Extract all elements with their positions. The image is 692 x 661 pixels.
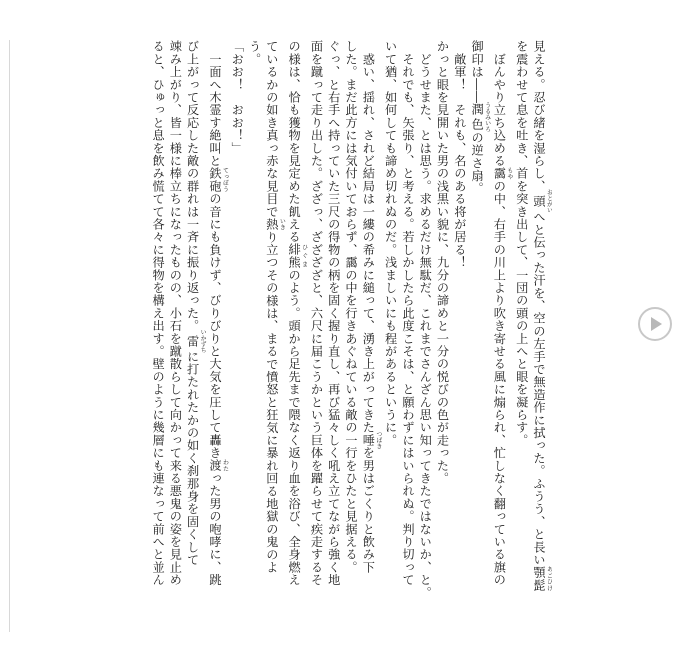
furigana: うるみいろ bbox=[483, 102, 491, 133]
play-button[interactable] bbox=[638, 307, 672, 341]
text-segment: した。まだ此方には気付いておらず、靄の中を行きあぐねている敵の一行をひたと見据える。 bbox=[344, 40, 359, 574]
text-line bbox=[530, 40, 552, 632]
text-line bbox=[149, 40, 166, 632]
ruby-word: 潤色 うるみいろ bbox=[470, 102, 491, 133]
text-segment: 敵軍！ それも、名のある将が居る！ bbox=[452, 40, 467, 269]
furigana: ひぐま bbox=[300, 243, 308, 269]
text-line bbox=[468, 40, 490, 632]
text-segment: を男はごくりと飲み下 bbox=[361, 446, 376, 574]
ruby-word: 鉄砲 てっぽう bbox=[207, 167, 229, 193]
text-line bbox=[451, 40, 468, 632]
text-segment: う。 bbox=[247, 40, 262, 66]
text-segment: び上がって反応した敵の群れは一斉に振り返った。 bbox=[185, 40, 200, 333]
text-segment: の逆さ扇。 bbox=[470, 131, 485, 195]
furigana: つばき bbox=[374, 431, 382, 450]
text-segment: り立つその様は、まるで憤怒と狂気に暴れ回る地獄の鬼のよ bbox=[264, 230, 279, 574]
text-segment: を震わせて息を吐き、首を突き出して、一団の頭の上へと眼を凝らす。 bbox=[514, 40, 529, 447]
text-segment: ると、ひゅっと息を飲み慌てて各々に得物を構え出す。壁のように幾層にも連なって前へと並ん bbox=[151, 40, 166, 587]
text-line bbox=[342, 40, 359, 632]
furigana: いかずち bbox=[199, 329, 207, 354]
text-line bbox=[307, 40, 324, 632]
reader-page bbox=[20, 40, 552, 638]
text-segment: った男の咆哮に、跳 bbox=[207, 471, 222, 587]
ruby-word: 頭 おとがい bbox=[532, 189, 552, 214]
vertical-text-body bbox=[20, 40, 552, 632]
ruby-word: 渡 わた bbox=[207, 459, 229, 472]
text-segment: 惑い、揺れ、されど結局は一縷の希みに縋って、湧き上がってきた bbox=[361, 40, 376, 434]
text-line bbox=[183, 40, 205, 632]
text-segment: かっと眼を見開いた男の浅黒い貌に、九分の諦めと一分の悦びの色が走った。 bbox=[435, 40, 450, 485]
furigana: おとがい bbox=[545, 189, 552, 214]
text-line bbox=[324, 40, 341, 632]
text-segment: どうせまた、とは思う。求めるだけ無駄だ、これまでさんざん思い知ってきたではないか、と。 bbox=[418, 40, 433, 599]
text-segment: に打たれたかの如く刹那身を固くして bbox=[185, 350, 200, 566]
text-line bbox=[359, 40, 381, 632]
text-segment: の中、右手の川上より吹き寄せる風に煽られ、忙しなく翻っている旗の bbox=[492, 179, 507, 587]
text-line bbox=[490, 40, 512, 632]
ruby-word: 靄 もや bbox=[492, 167, 513, 180]
furigana: あごひげ bbox=[545, 566, 552, 592]
furigana: わた bbox=[221, 459, 229, 472]
text-line bbox=[512, 40, 529, 632]
text-segment: 「おお！ おお！」 bbox=[230, 40, 245, 155]
text-line bbox=[433, 40, 450, 632]
text-segment: 御印は―― bbox=[470, 40, 485, 104]
text-segment: 一面へ木霊す絶叫と bbox=[207, 40, 222, 167]
text-line bbox=[399, 40, 416, 632]
text-segment: の音にも負けず、びりびりと大気を圧して轟き bbox=[207, 192, 222, 460]
text-line bbox=[285, 40, 307, 632]
text-segment: へと伝った汗を、空の左手で無造作に拭った。ふうう、と長い bbox=[532, 210, 546, 566]
ruby-word: 緋熊 ひぐま bbox=[287, 243, 308, 269]
text-line bbox=[263, 40, 285, 632]
play-icon bbox=[651, 317, 662, 331]
text-segment: ぼんやり立ち込める bbox=[492, 40, 507, 167]
ruby-word: 雷 いかずち bbox=[185, 329, 207, 354]
text-segment: の様は、恰も獲物を見定めた飢える bbox=[287, 40, 302, 244]
text-segment: いて猶、如何しても諦め切れぬのだ。浅ましいにも程があるというに。 bbox=[383, 40, 398, 447]
furigana: てっぽう bbox=[221, 167, 229, 193]
text-segment: ぐっ、と右手へ持っていた三尺の得物の柄を固く握り直し、再び猛々しく吼え立てながら強く地 bbox=[326, 40, 341, 587]
ruby-word: 唾 つばき bbox=[361, 431, 382, 450]
text-line bbox=[228, 40, 245, 632]
text-segment: ているかの如き真っ赤な見目で bbox=[264, 40, 279, 218]
furigana: もや bbox=[505, 167, 513, 180]
text-segment: のよう。頭から足先まで隈なく返り血を浴び、全身燃え bbox=[287, 268, 302, 587]
text-segment: 竦み上がり、皆一様に棒立ちになったものの、小石を蹴散らして向かって来る悪鬼の姿を見止め bbox=[168, 40, 183, 587]
text-segment: 見える。忍び緒を湿らし、 bbox=[532, 40, 546, 193]
furigana: いき bbox=[278, 217, 286, 231]
ruby-word: 熱 いき bbox=[264, 217, 286, 231]
text-line bbox=[245, 40, 262, 632]
text-line bbox=[416, 40, 433, 632]
text-line bbox=[166, 40, 183, 632]
page-edge-line bbox=[9, 40, 10, 632]
ruby-word: 顎髭 あごひげ bbox=[532, 566, 552, 592]
text-segment: 面を蹴って走り出した。ざざっ、ざざざざと、六尺に届こうかという巨体を躍らせて疾走するそ bbox=[309, 40, 324, 587]
text-segment: それでも、矢張り、と考える。若しかしたら此度こそは、と願わずにはいられぬ。判り切って bbox=[400, 40, 415, 587]
text-line bbox=[206, 40, 228, 632]
text-line bbox=[381, 40, 398, 632]
